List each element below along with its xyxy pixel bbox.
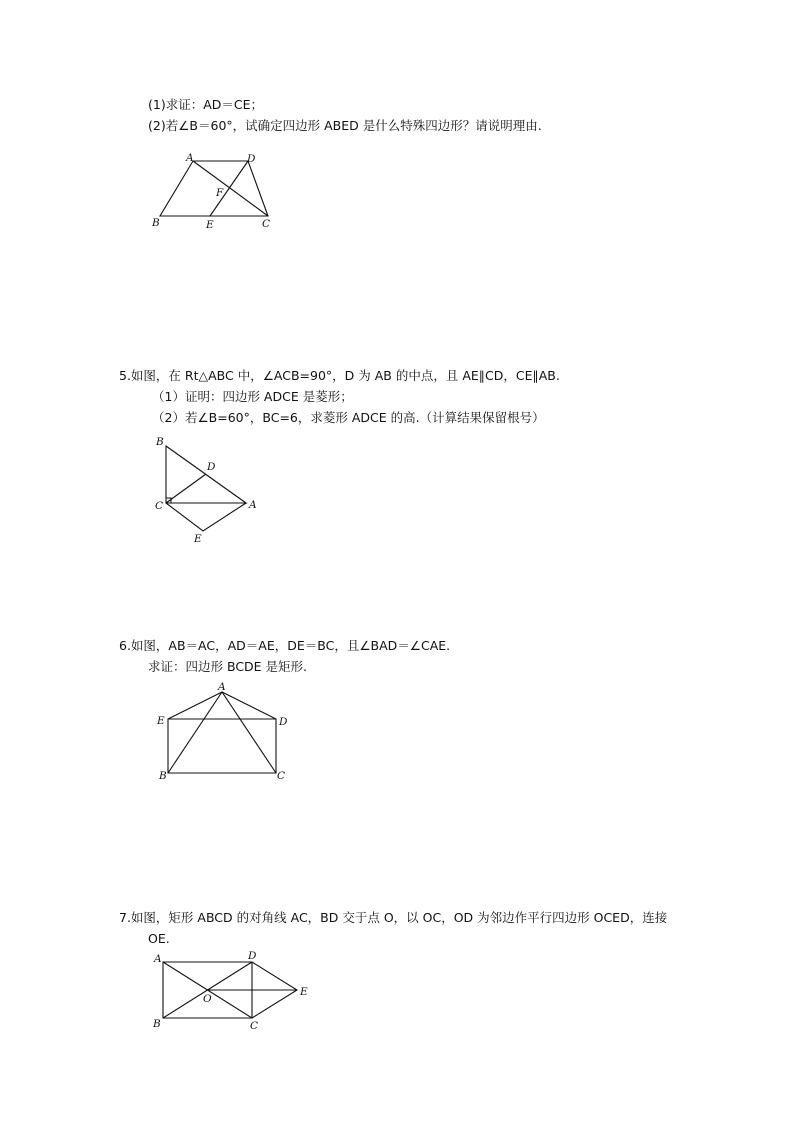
label-C: C [277,770,286,782]
p6-line-1: 6.如图，AB＝AC，AD＝AE，DE＝BC，且∠BAD＝∠CAE. [119,638,451,653]
label-E: E [194,533,202,545]
p5-line-1: 5.如图，在 Rt△ABC 中，∠ACB=90°，D 为 AB 的中点，且 AE∥CD，CE∥AB. [119,368,560,383]
label-F: F [216,187,224,199]
label-E: E [300,986,308,998]
label-D: D [248,950,257,962]
label-D: D [279,716,288,728]
p4-line-1: (1)求证：AD＝CE； [148,97,264,112]
label-A: A [186,152,194,164]
p4-line-2: (2)若∠B＝60°，试确定四边形 ABED 是什么特殊四边形？请说明理由. [148,118,542,133]
label-D: D [207,461,216,473]
p6-line-2: 求证：四边形 BCDE 是矩形. [148,659,308,674]
p5-line-3: （2）若∠B=60°，BC=6，求菱形 ADCE 的高.（计算结果保留根号） [152,410,545,425]
p5-line-2: （1）证明：四边形 ADCE 是菱形； [152,389,353,404]
p7-line-1: 7.如图，矩形 ABCD 的对角线 AC，BD 交于点 O，以 OC，OD 为邻边作平行四边形 OCED，连接 [119,910,668,925]
label-E: E [157,715,165,727]
label-C: C [262,218,271,230]
label-B: B [159,770,167,782]
label-C: C [250,1020,259,1032]
label-A: A [154,953,162,965]
label-O: O [203,993,212,1005]
label-B: B [152,217,160,229]
label-C: C [155,500,164,512]
label-D: D [247,153,256,165]
label-B: B [156,436,164,448]
label-E: E [206,219,214,231]
label-A: A [249,499,257,511]
p7-line-2: OE. [148,931,170,946]
label-B: B [153,1018,161,1030]
label-A: A [218,681,226,693]
